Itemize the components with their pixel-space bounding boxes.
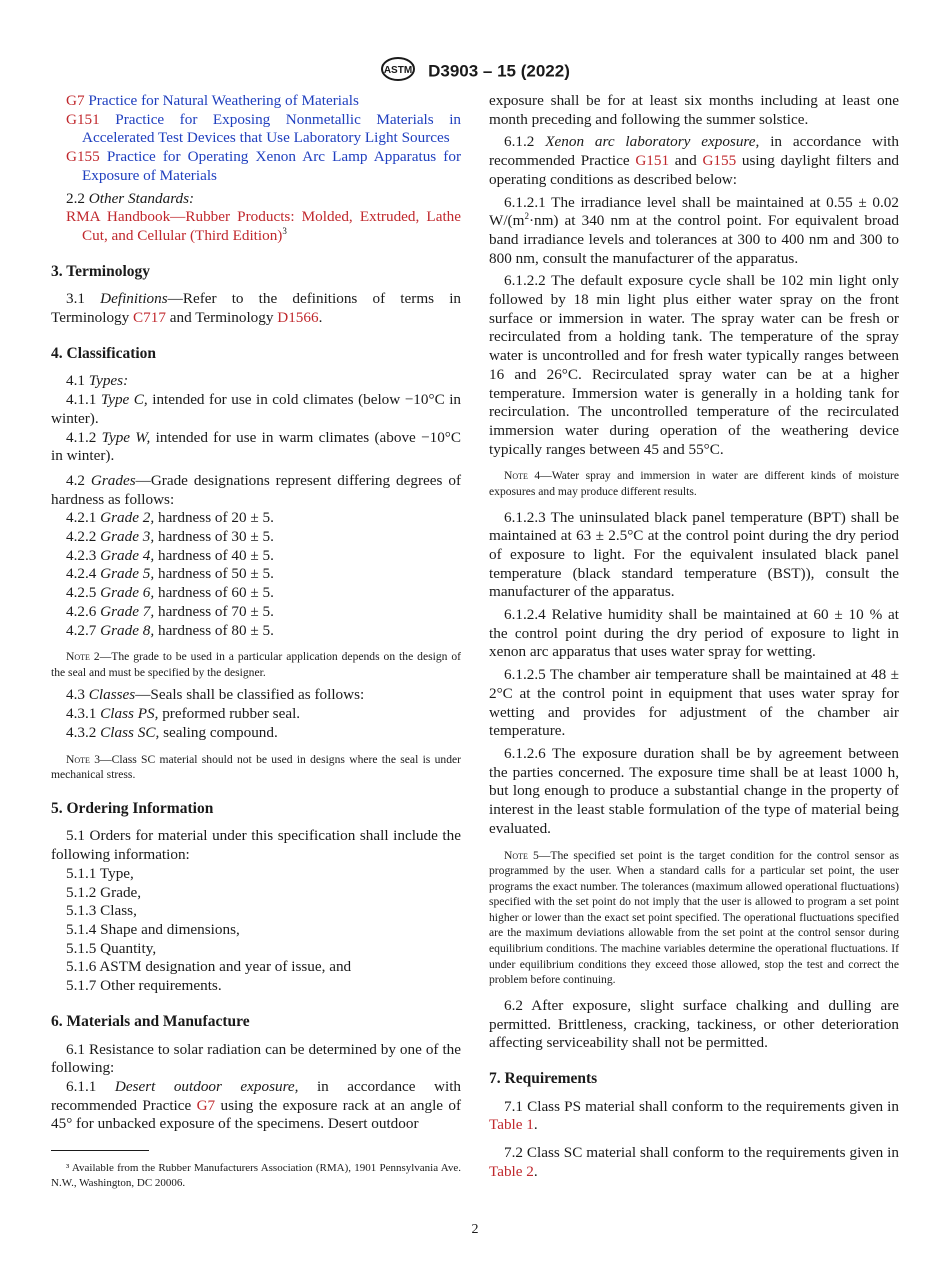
grade-item: 4.2.4 Grade 5, hardness of 50 ± 5. — [66, 565, 274, 583]
section-4-3: 4.3 Classes—Seals shall be classified as follows: — [66, 686, 365, 704]
link-g151[interactable]: G151 — [66, 110, 100, 128]
link-g7-inline[interactable]: G7 — [196, 1096, 216, 1114]
section-6-1-2-6: 6.1.2.6 The exposure duration shall be by agreement between the parties concerned. The exposure time shall be at least 1000 h, but long enough to produce a substantial change in the property of interest in the least stable formulation of the type of material being evaluated. — [489, 744, 899, 837]
link-table-1[interactable]: Table 1 — [489, 1116, 534, 1134]
link-g151-title[interactable]: Practice for Exposing Nonmetallic Materials in Accelerated Test Devices that Use Laboratory Light Sources — [82, 110, 462, 147]
section-6-2: 6.2 After exposure, slight surface chalking and dulling are permitted. Brittleness, cracking, tackiness, or other deterioration affecting serviceability shall not be permitted. — [489, 996, 899, 1052]
reference-g151 — [51, 111, 461, 148]
ordering-item: 5.1.2 Grade, — [66, 883, 142, 901]
link-g7-title[interactable]: Practice for Natural Weathering of Materials — [88, 92, 359, 109]
section-6-1-1: 6.1.1 Desert outdoor exposure, in accordance with recommended Practice G7 using the exposure rack at an angle of 45° for unbacked exposure of the specimens. Desert outdoor — [51, 1077, 462, 1133]
heading-materials-and-manufacture: 6. Materials and Manufacture — [51, 1012, 250, 1030]
link-table-2[interactable]: Table 2 — [489, 1162, 534, 1180]
section-4-1: 4.1 Types: — [66, 372, 129, 390]
link-g155-title[interactable]: Practice for Operating Xenon Arc Lamp Apparatus for Exposure of Materials — [82, 148, 462, 184]
section-6-1-2: 6.1.2 Xenon arc laboratory exposure, in accordance with recommended Practice G151 and G155 using daylight filters and operating conditions as described below: — [489, 133, 900, 188]
link-c717[interactable]: C717 — [133, 309, 166, 327]
section-4-3-1: 4.3.1 Class PS, preformed rubber seal. — [66, 705, 301, 723]
heading-terminology: 3. Terminology — [51, 262, 151, 280]
grade-list — [51, 509, 461, 640]
grade-item: 4.2.5 Grade 6, hardness of 60 ± 5. — [66, 584, 274, 602]
left-column — [51, 92, 461, 1134]
astm-logo — [380, 56, 416, 87]
link-g155[interactable]: G155 — [66, 148, 100, 166]
link-g7[interactable]: G7 — [66, 92, 85, 109]
link-g155-inline[interactable]: G155 — [702, 152, 737, 170]
section-6-1-2-1: 6.1.2.1 The irradiance level shall be maintained at 0.55 ± 0.02 $W/(m^2\cdot nm)$ at 340 nm at the control point. For equivalent broad band irradiance levels and tolerances at 300 to 400 nm and 300 to 800 nm, consult the manufacturer of the apparatus. — [489, 193, 899, 267]
section-6-1: 6.1 Resistance to solar radiation can be determined by one of the following: — [51, 1040, 461, 1077]
note-2: Note 2—The grade to be used in a particular application depends on the design of the seal and must be specified by the designer. — [51, 650, 461, 679]
reference-rma — [51, 208, 461, 245]
ordering-item: 5.1.3 Class, — [66, 902, 137, 920]
section-2-2: 2.2 Other Standards: — [66, 189, 195, 207]
link-d1566[interactable]: D1566 — [277, 309, 319, 327]
section-3-1: 3.1 Definitions—Refer to the definitions of terms in Terminology C717 and Terminology D1566. — [51, 290, 462, 327]
section-7-2: 7.2 Class SC material shall conform to the requirements given in Table 2. — [489, 1144, 899, 1180]
page-number: 2 — [471, 1222, 479, 1237]
section-6-1-2-4: 6.1.2.4 Relative humidity shall be maintained at 60 ± 10 % at the control point during the dry period of exposure to light in xenon arc apparatus that uses water spray for wetting. — [489, 606, 899, 661]
note-3: Note 3—Class SC material should not be used in designs where the seal is under mechanical stress. — [51, 752, 461, 782]
link-g151-inline[interactable]: G151 — [635, 152, 670, 170]
footnote-3: ³ Available from the Rubber Manufacturers Association (RMA), 1901 Pennsylvania Ave. N.W., Washington, DC 20006. — [51, 1162, 461, 1189]
section-7-1: 7.1 Class PS material shall conform to the requirements given in Table 1. — [489, 1097, 899, 1134]
footnote-marker-3: 3 — [282, 225, 287, 236]
right-column — [489, 92, 899, 1181]
section-5-1: 5.1 Orders for material under this specification shall include the following information: — [51, 827, 461, 864]
heading-classification: 4. Classification — [51, 344, 157, 362]
section-6-1-2-3: 6.1.2.3 The uninsulated black panel temperature (BPT) shall be maintained at 63 ± 2.5°C at the control point during the dry period of exposure to light. For the equivalent insulated black panel temperature (black standard temperature (BST)), consult the manufacturer of the apparatus. — [489, 508, 899, 601]
svg-text:ASTM: ASTM — [383, 65, 413, 76]
section-6-1-2-2: 6.1.2.2 The default exposure cycle shall be 102 min light only followed by 18 min light plus either water spray on the front surface or immersion in water. The spray water can be fresh or recirculated from a holding tank. The temperature of the spray water is uncontrolled and for fresh water typically ranges between 16 and 26°C. Recirculated spray water can be at a higher temperature. Immersion water is generally in a holding tank for recirculation. The uncontrolled temperature of the recirculated immersion water during operation of the weathering device typically ranges between 45 and 55°C. — [489, 272, 899, 458]
section-4-3-2: 4.3.2 Class SC, sealing compound. — [66, 723, 278, 741]
note-5: Note 5—The specified set point is the target condition for the control sensor as programmed by the user. When a standard calls for a particular set point, the user programs the exact number. The tolerances (maximum allowed operational fluctuations) specified with the set point do not imply that the user is allowed to program a set point higher or lower than the exact set point specified. The operational fluctuations specified are the maximum deviations allowable from the set point at the control sensor during equilibrium conditions. The machine variables determine the operational fluctuations. If under equilibrium conditions they exceed those allowed, stop the test and correct the problem before continuing. — [489, 848, 900, 987]
section-6-1-2-5: 6.1.2.5 The chamber air temperature shall be maintained at 48 ± 2°C at the control point in equipment that uses water spray for wetting and provides for adjustment of the chamber air temperature. — [489, 666, 899, 740]
ordering-item: 5.1.4 Shape and dimensions, — [66, 920, 240, 938]
ordering-item: 5.1.7 Other requirements. — [66, 977, 222, 995]
heading-ordering-information: 5. Ordering Information — [51, 799, 214, 817]
ordering-item: 5.1.1 Type, — [66, 864, 134, 882]
page-header — [0, 56, 950, 87]
section-4-1-2: 4.1.2 Type W, intended for use in warm climates (above −10°C in winter). — [51, 428, 461, 465]
ordering-list — [51, 865, 461, 996]
reference-g7 — [51, 92, 461, 111]
grade-item: 4.2.7 Grade 8, hardness of 80 ± 5. — [66, 621, 274, 639]
ordering-item: 5.1.5 Quantity, — [66, 939, 157, 957]
grade-item: 4.2.2 Grade 3, hardness of 30 ± 5. — [66, 528, 274, 546]
grade-item: 4.2.6 Grade 7, hardness of 70 ± 5. — [66, 602, 274, 620]
section-4-2: 4.2 Grades—Grade designations represent differing degrees of hardness as follows: — [51, 471, 461, 508]
ordering-item: 5.1.6 ASTM designation and year of issue, and — [66, 958, 352, 976]
section-6-1-1-continued: exposure shall be for at least six months including at least one month preceding and following the summer solstice. — [489, 92, 899, 128]
grade-item: 4.2.1 Grade 2, hardness of 20 ± 5. — [66, 509, 274, 527]
footnote-rule — [51, 1150, 149, 1151]
note-4: Note 4—Water spray and immersion in water are different kinds of moisture exposures and may produce different results. — [489, 469, 899, 498]
grade-item: 4.2.3 Grade 4, hardness of 40 ± 5. — [66, 546, 274, 564]
heading-requirements: 7. Requirements — [489, 1069, 598, 1087]
section-4-1-1: 4.1.1 Type C, intended for use in cold climates (below −10°C in winter). — [51, 391, 462, 427]
reference-g155 — [51, 148, 461, 185]
document-designation: D3903 – 15 (2022) — [428, 61, 570, 81]
link-rma-handbook[interactable]: RMA Handbook—Rubber Products: Molded, Extruded, Lathe Cut, and Cellular (Third Edition) — [66, 208, 461, 244]
